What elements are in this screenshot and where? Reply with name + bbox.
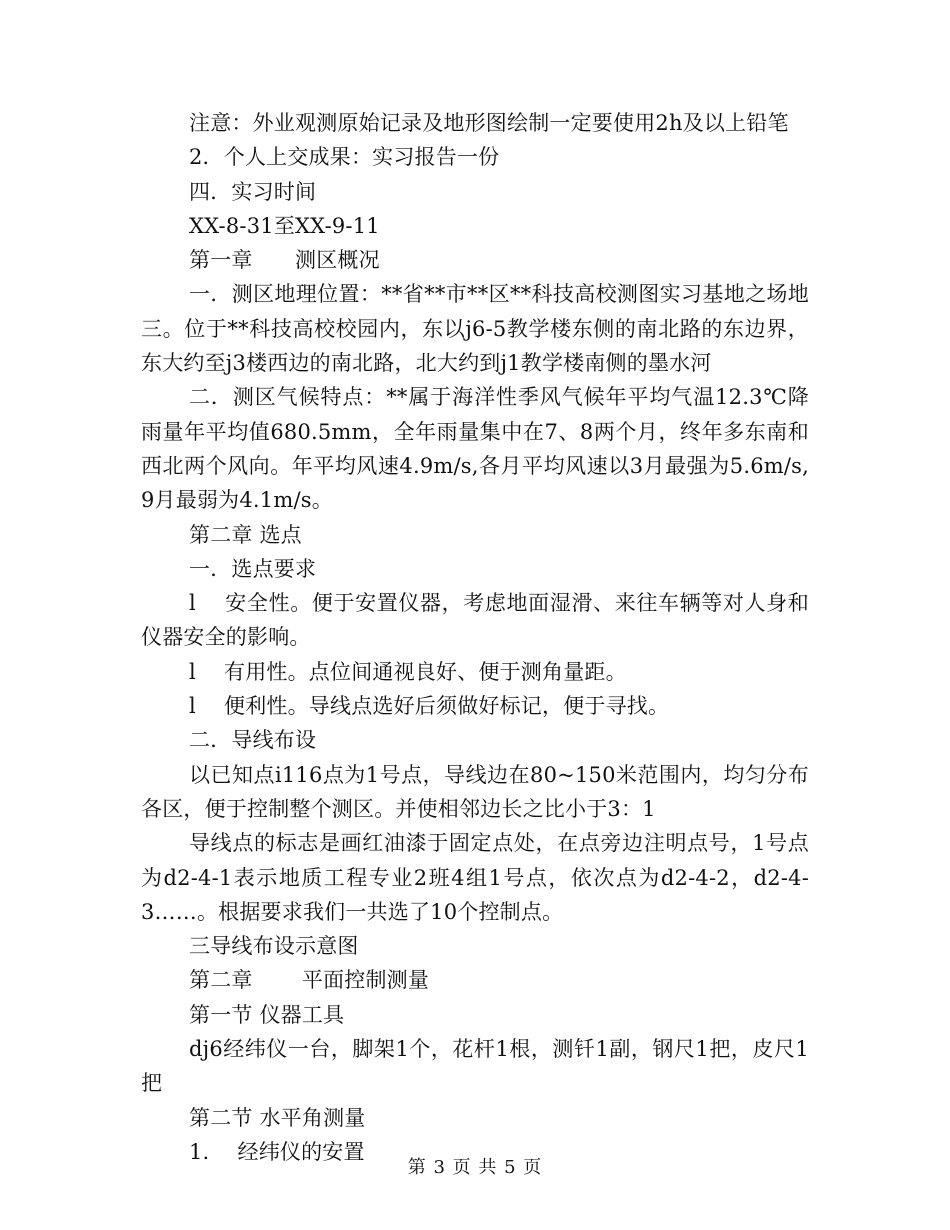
page-footer: 第 3 页 共 5 页 [407,1157,543,1178]
internship-date-range: XX-8-31至XX-9-11 [189,213,380,238]
chapter-heading-control-survey: 第二章 平面控制测量 [189,968,430,993]
section-heading-traverse-layout: 二．导线布设 [189,728,317,753]
paragraph-climate: 二．测区气候特点：**属于海洋性季风气候年平均气温12.3℃降雨量年平均值680.5mm，全年雨量集中在7、8两个月，终年多东南和西北两个风向。年平均风速4.9m/s,各月平均风速以3月最强为5.6m/s,9月最弱为4.1m/s。 [141,385,809,513]
paragraph-survey-location: 一．测区地理位置：**省**市**区**科技高校测图实习基地之场地三。位于**科技高校校园内，东以j6-5教学楼东侧的南北路的东边界，东大约至j3楼西边的南北路，北大约到j1教学楼南侧的墨水河 [141,282,809,376]
paragraph-traverse-layout: 以已知点i116点为1号点，导线边在80~150米范围内，均匀分布各区，便于控制整个测区。并使相邻边长之比小于3：1 [141,762,809,821]
section-heading-selection-requirements: 一．选点要求 [189,556,317,581]
note-pencil-requirement: 注意：外业观测原始记录及地形图绘制一定要使用2h及以上铅笔 [189,111,789,135]
list-item-safety: l 安全性。便于安置仪器，考虑地面湿滑、来往车辆等对人身和仪器安全的影响。 [141,591,809,650]
section-heading-layout-diagram: 三导线布设示意图 [189,934,359,959]
section-heading-internship-time: 四．实习时间 [189,179,317,204]
list-item-theodolite-setup: 1. 经纬仪的安置 [189,1139,365,1164]
section-heading-horizontal-angle: 第二节 水平角测量 [189,1105,366,1130]
paragraph-instrument-list: dj6经纬仪一台，脚架1个，花杆1根，测钎1副，钢尺1把，皮尺1把 [141,1037,809,1096]
section-heading-instruments: 第一节 仪器工具 [189,1002,345,1027]
personal-deliverables: 2．个人上交成果：实习报告一份 [189,145,500,170]
list-item-usefulness: l 有用性。点位间通视良好、便于测角量距。 [189,659,627,684]
paragraph-point-marking: 导线点的标志是画红油漆于固定点处，在点旁边注明点号，1号点为d2-4-1表示地质工程专业2班4组1号点，依次点为d2-4-2，d2-4-3……。根据要求我们一共选了10个控制点。 [141,831,809,924]
chapter-heading-point-selection: 第二章 选点 [189,522,302,547]
document-body [141,106,809,1169]
list-item-convenience: l 便利性。导线点选好后须做好标记，便于寻找。 [189,694,670,719]
chapter-heading-survey-area: 第一章 测区概况 [189,248,380,273]
